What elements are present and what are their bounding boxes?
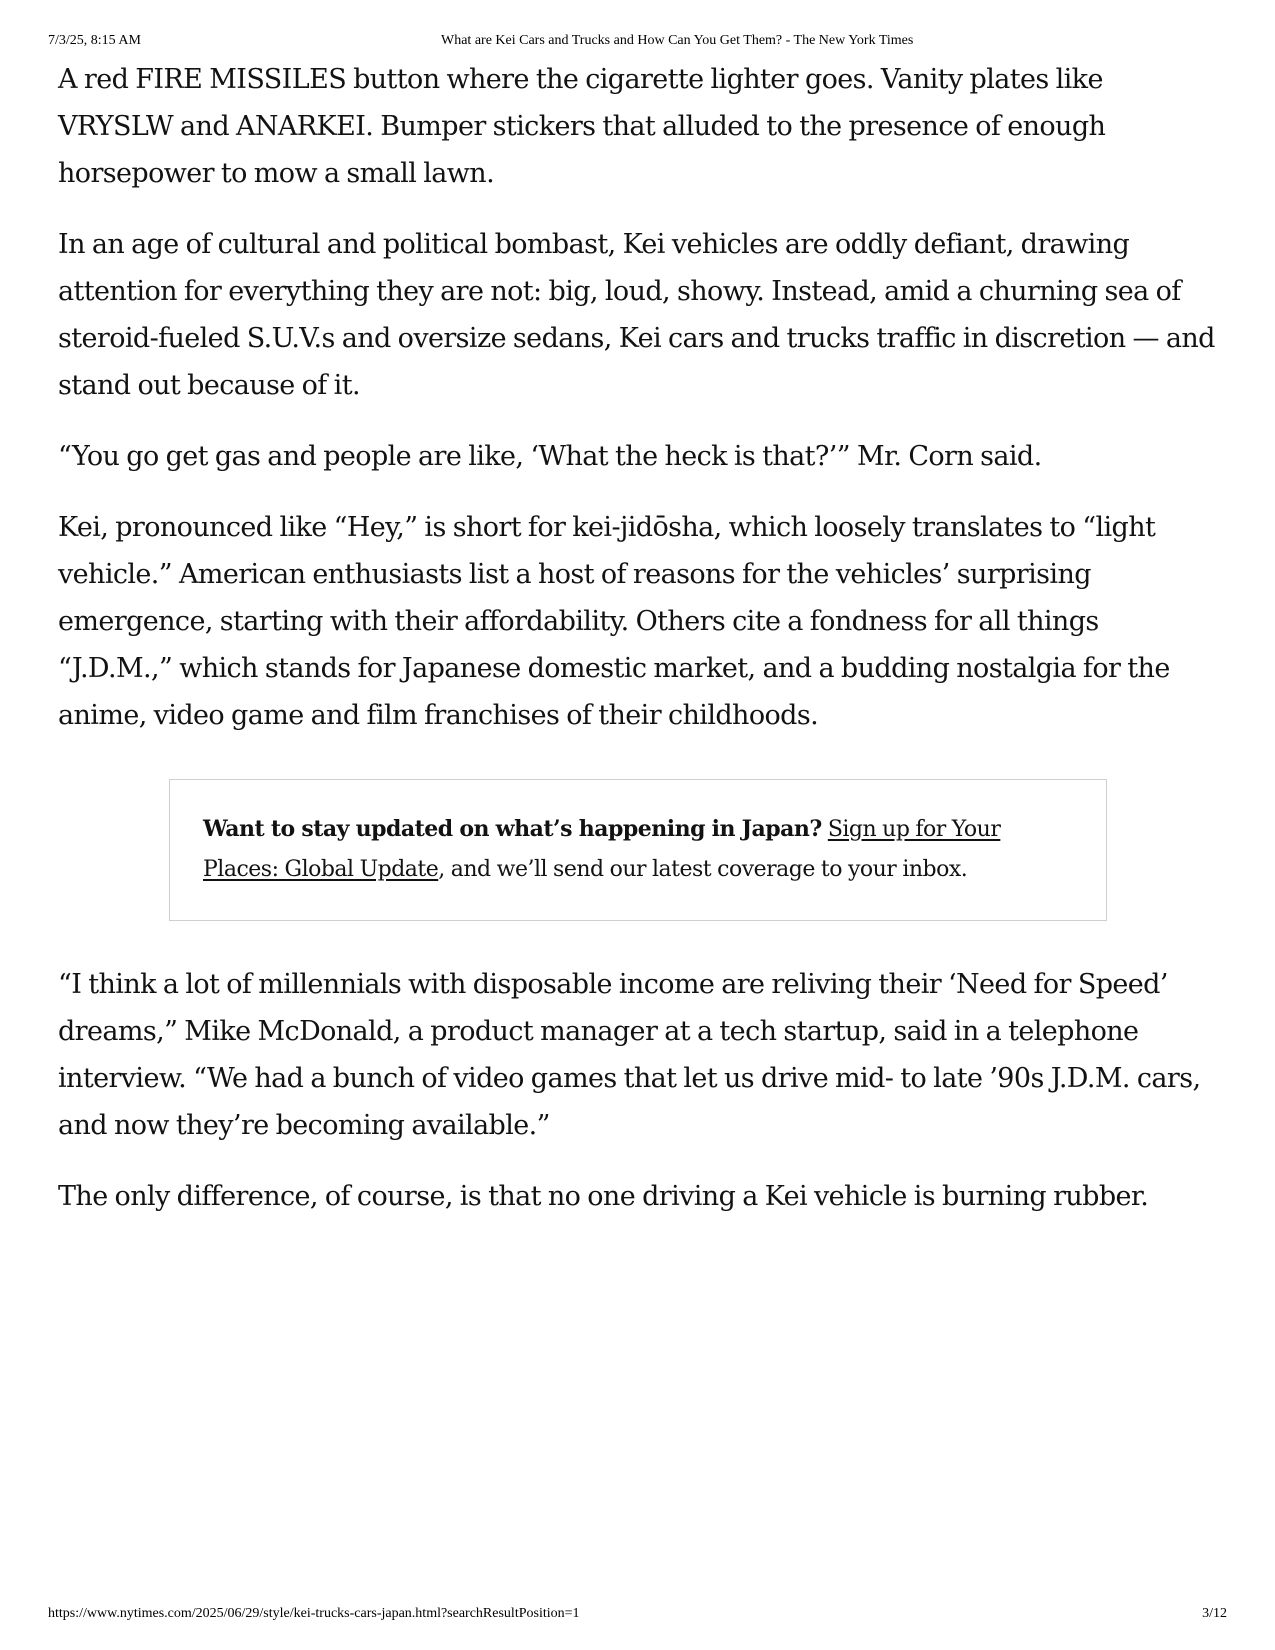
print-header (48, 33, 1227, 53)
newsletter-promo-box (169, 779, 1107, 921)
print-page-number: 3/12 (1202, 1606, 1227, 1621)
print-page-title: What are Kei Cars and Trucks and How Can You Get Them? - The New York Times (441, 33, 914, 48)
print-page-url: https://www.nytimes.com/2025/06/29/style/kei-trucks-cars-japan.html?searchResultPosition=1 (48, 1606, 580, 1621)
print-datetime: 7/3/25, 8:15 AM (48, 33, 141, 48)
article-body (58, 56, 1218, 1244)
article-paragraph: “I think a lot of millennials with disposable income are reliving their ‘Need for Speed’ dreams,” Mike McDonald, a product manager at a tech startup, said in a telephone interview. “We had a bunch of video games that let us drive mid- to late ’90s J.D.M. cars, and now they’re becoming available.” (58, 969, 1201, 1141)
article-paragraph: “You go get gas and people are like, ‘What the heck is that?’” Mr. Corn said. (58, 441, 1042, 472)
article-paragraph: In an age of cultural and political bombast, Kei vehicles are oddly defiant, drawing attention for everything they are not: big, loud, showy. Instead, amid a churning sea of steroid-fueled S.U.V.s and oversize sedans, Kei cars and trucks traffic in discretion — and stand out because of it. (58, 229, 1215, 401)
newsletter-promo-lead: Want to stay updated on what’s happening in Japan? (203, 816, 822, 842)
print-footer (48, 1606, 1227, 1626)
article-paragraph: A red FIRE MISSILES button where the cigarette lighter goes. Vanity plates like VRYSLW and ANARKEI. Bumper stickers that alluded to the presence of enough horsepower to mow a small lawn. (58, 64, 1106, 189)
newsletter-promo-tail: , and we’ll send our latest coverage to your inbox. (438, 857, 968, 882)
newsletter-signup-link[interactable]: Sign up for Your Places: Global Update (203, 817, 1001, 882)
article-paragraph: The only difference, of course, is that no one driving a Kei vehicle is burning rubber. (58, 1181, 1149, 1212)
article-paragraph: Kei, pronounced like “Hey,” is short for kei-jidōsha, which loosely translates to “light vehicle.” American enthusiasts list a host of reasons for the vehicles’ surprising emergence, starting with their affordability. Others cite a fondness for all things “J.D.M.,” which stands for Japanese domestic market, and a budding nostalgia for the anime, video game and film franchises of their childhoods. (58, 512, 1170, 731)
